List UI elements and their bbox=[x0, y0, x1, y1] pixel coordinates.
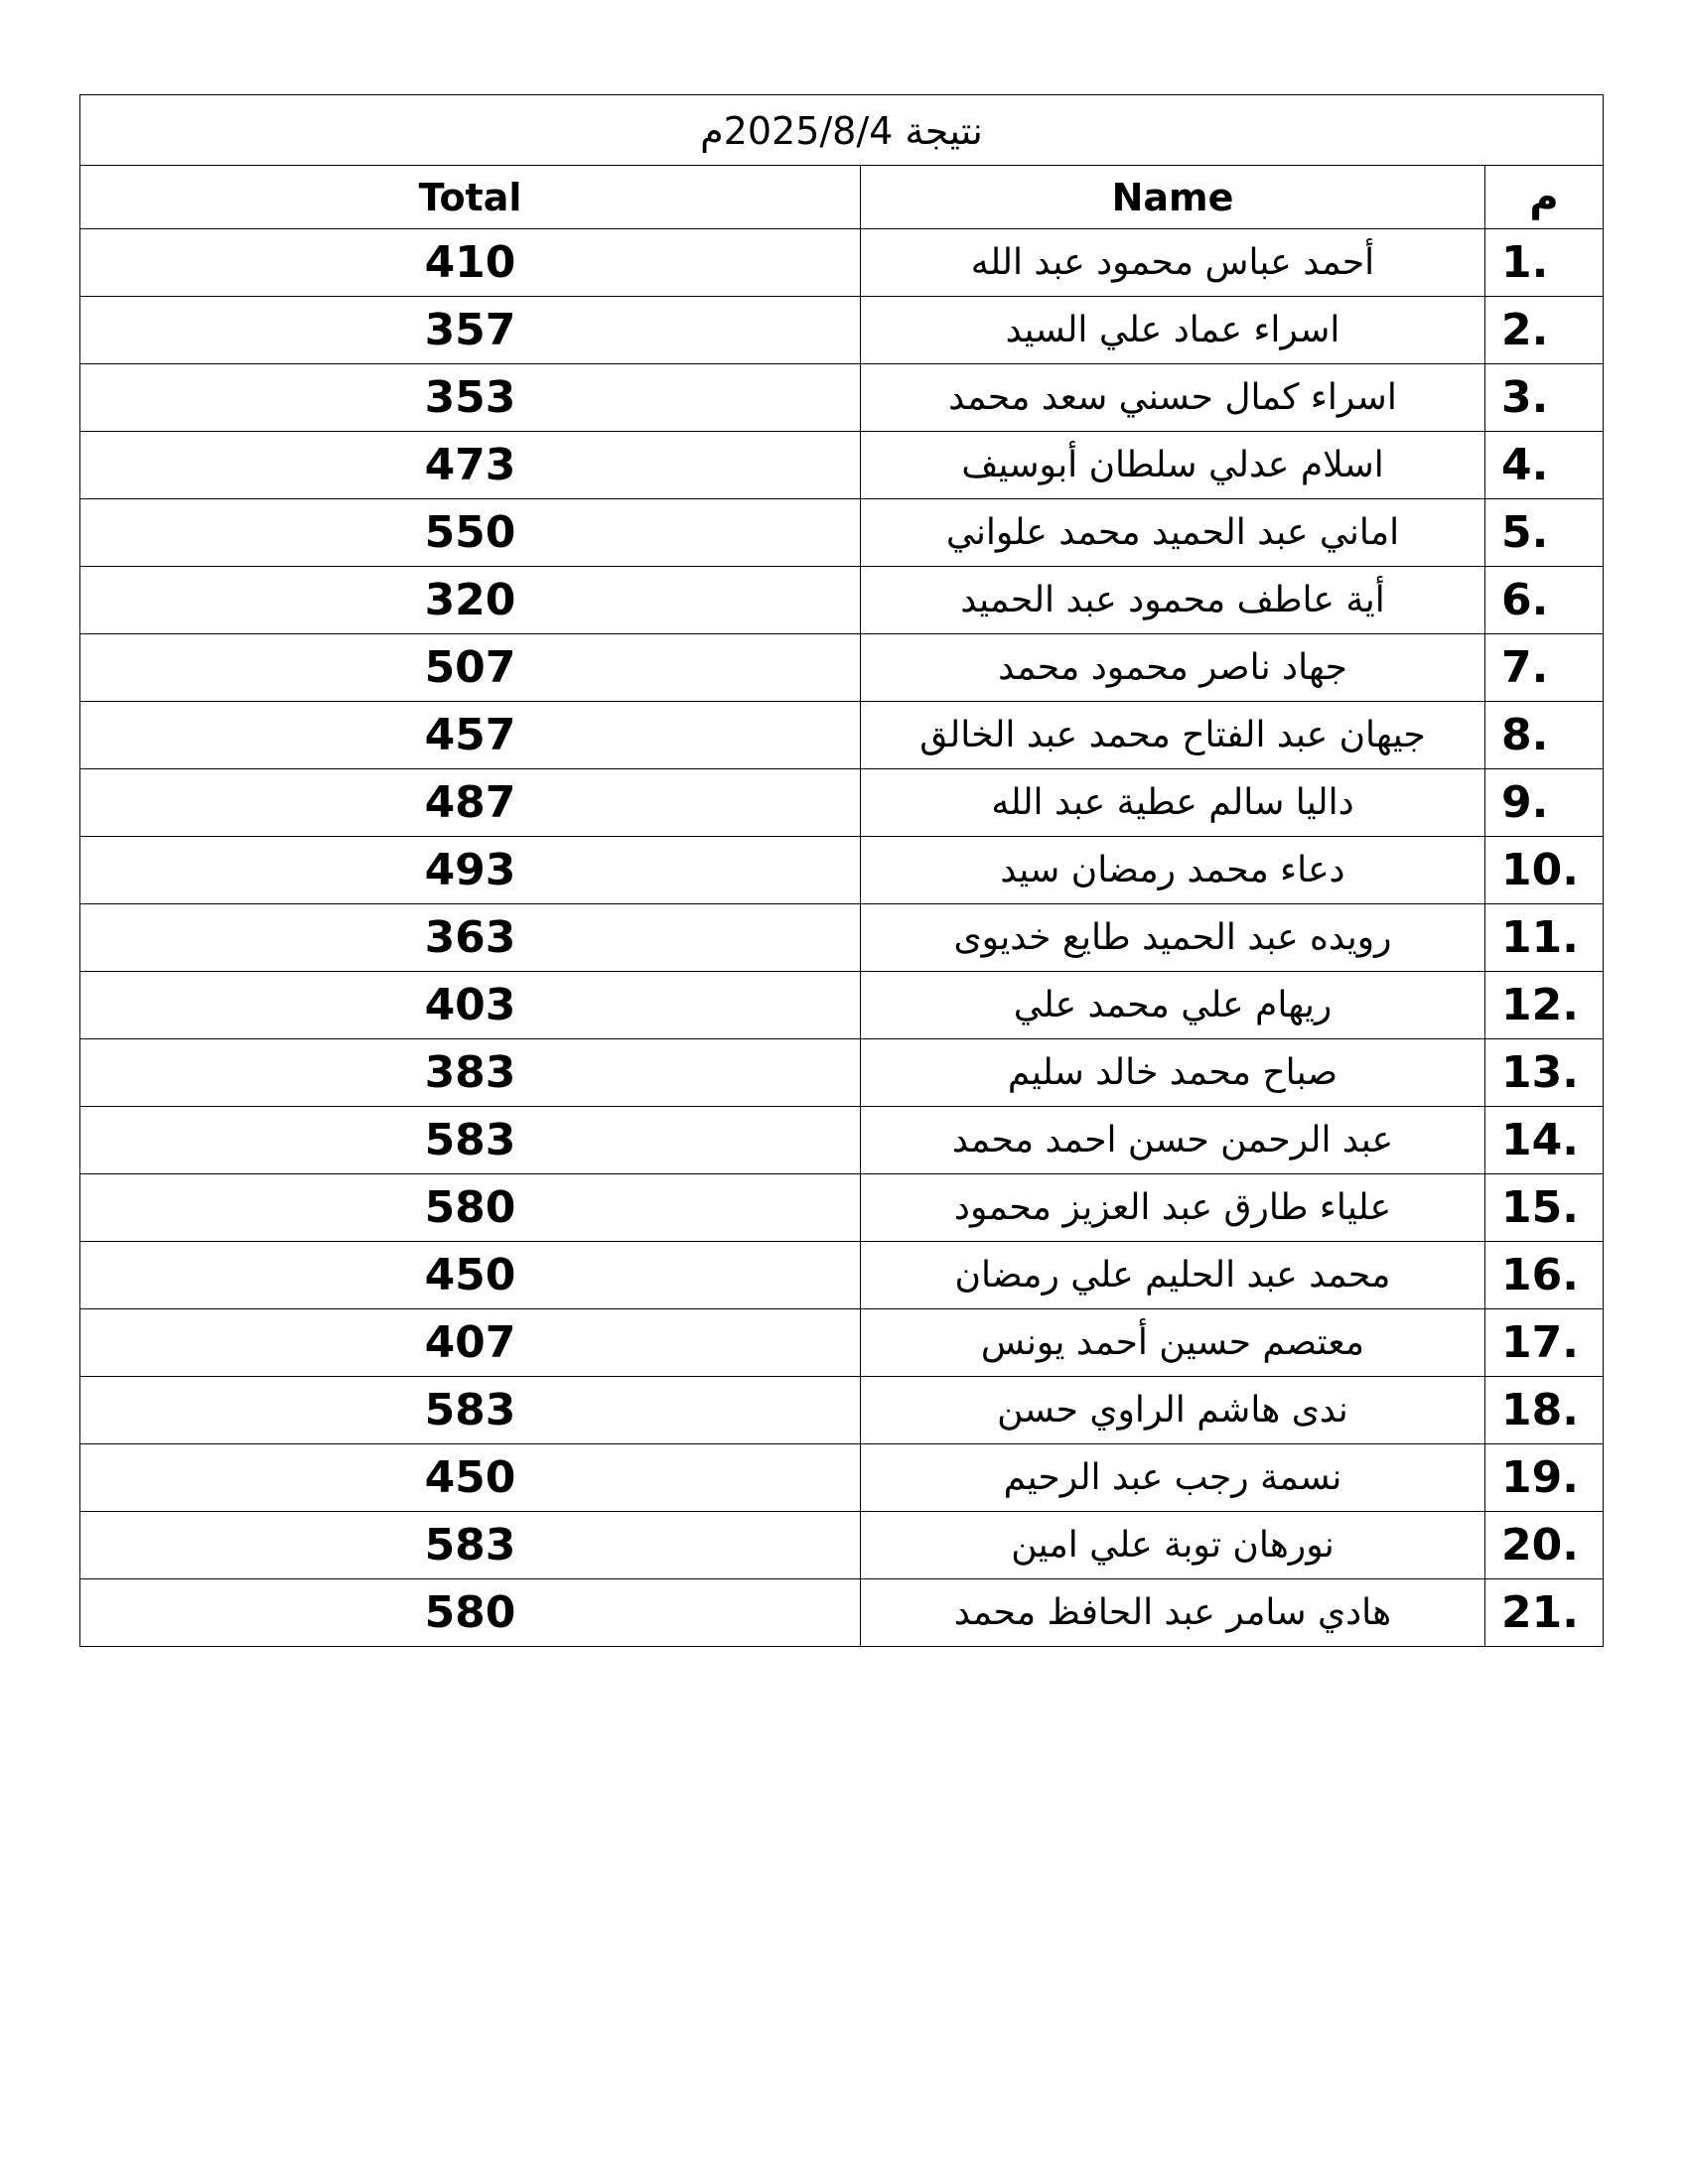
row-total: 357 bbox=[80, 297, 861, 364]
row-number: 7. bbox=[1485, 634, 1604, 702]
row-total: 473 bbox=[80, 432, 861, 499]
table-row bbox=[80, 229, 1604, 297]
row-total: 353 bbox=[80, 364, 861, 432]
row-name: دعاء محمد رمضان سيد bbox=[861, 837, 1485, 904]
row-total: 583 bbox=[80, 1512, 861, 1579]
title-row bbox=[80, 95, 1604, 166]
column-header-number: م bbox=[1485, 166, 1604, 229]
row-name: جيهان عبد الفتاح محمد عبد الخالق bbox=[861, 702, 1485, 769]
row-number: 20. bbox=[1485, 1512, 1604, 1579]
column-header-total: Total bbox=[80, 166, 861, 229]
row-number: 9. bbox=[1485, 769, 1604, 837]
row-total: 583 bbox=[80, 1107, 861, 1174]
row-number: 5. bbox=[1485, 499, 1604, 567]
column-header-name: Name bbox=[861, 166, 1485, 229]
row-name: نسمة رجب عبد الرحيم bbox=[861, 1444, 1485, 1512]
row-number: 15. bbox=[1485, 1174, 1604, 1242]
row-number: 2. bbox=[1485, 297, 1604, 364]
results-table bbox=[79, 94, 1604, 1647]
row-total: 383 bbox=[80, 1039, 861, 1107]
row-number: 13. bbox=[1485, 1039, 1604, 1107]
table-row bbox=[80, 1579, 1604, 1647]
row-number: 3. bbox=[1485, 364, 1604, 432]
table-row bbox=[80, 972, 1604, 1039]
table-row bbox=[80, 1444, 1604, 1512]
row-number: 19. bbox=[1485, 1444, 1604, 1512]
row-name: جهاد ناصر محمود محمد bbox=[861, 634, 1485, 702]
row-total: 403 bbox=[80, 972, 861, 1039]
row-name: اماني عبد الحميد محمد علواني bbox=[861, 499, 1485, 567]
table-row bbox=[80, 499, 1604, 567]
row-total: 487 bbox=[80, 769, 861, 837]
row-number: 21. bbox=[1485, 1579, 1604, 1647]
row-name: أية عاطف محمود عبد الحميد bbox=[861, 567, 1485, 634]
row-total: 583 bbox=[80, 1377, 861, 1444]
row-number: 17. bbox=[1485, 1309, 1604, 1377]
row-number: 16. bbox=[1485, 1242, 1604, 1309]
row-total: 580 bbox=[80, 1579, 861, 1647]
table-row bbox=[80, 702, 1604, 769]
row-number: 4. bbox=[1485, 432, 1604, 499]
row-total: 493 bbox=[80, 837, 861, 904]
row-name: معتصم حسين أحمد يونس bbox=[861, 1309, 1485, 1377]
row-name: محمد عبد الحليم علي رمضان bbox=[861, 1242, 1485, 1309]
row-total: 450 bbox=[80, 1242, 861, 1309]
row-name: نورهان توبة علي امين bbox=[861, 1512, 1485, 1579]
row-number: 1. bbox=[1485, 229, 1604, 297]
row-name: صباح محمد خالد سليم bbox=[861, 1039, 1485, 1107]
row-total: 450 bbox=[80, 1444, 861, 1512]
row-name: داليا سالم عطية عبد الله bbox=[861, 769, 1485, 837]
table-row bbox=[80, 1039, 1604, 1107]
row-total: 507 bbox=[80, 634, 861, 702]
row-total: 457 bbox=[80, 702, 861, 769]
table-row bbox=[80, 432, 1604, 499]
table-row bbox=[80, 769, 1604, 837]
results-title: نتيجة 2025/8/4م bbox=[80, 95, 1604, 166]
table-row bbox=[80, 1512, 1604, 1579]
row-number: 10. bbox=[1485, 837, 1604, 904]
row-name: رويده عبد الحميد طايع خديوى bbox=[861, 904, 1485, 972]
table-row bbox=[80, 1107, 1604, 1174]
table-row bbox=[80, 567, 1604, 634]
header-row bbox=[80, 166, 1604, 229]
row-number: 14. bbox=[1485, 1107, 1604, 1174]
row-number: 8. bbox=[1485, 702, 1604, 769]
row-number: 12. bbox=[1485, 972, 1604, 1039]
row-total: 407 bbox=[80, 1309, 861, 1377]
row-number: 6. bbox=[1485, 567, 1604, 634]
row-total: 320 bbox=[80, 567, 861, 634]
table-row bbox=[80, 634, 1604, 702]
row-name: أحمد عباس محمود عبد الله bbox=[861, 229, 1485, 297]
row-name: عبد الرحمن حسن احمد محمد bbox=[861, 1107, 1485, 1174]
row-name: اسلام عدلي سلطان أبوسيف bbox=[861, 432, 1485, 499]
row-name: ندى هاشم الراوي حسن bbox=[861, 1377, 1485, 1444]
row-total: 363 bbox=[80, 904, 861, 972]
row-name: علياء طارق عبد العزيز محمود bbox=[861, 1174, 1485, 1242]
table-row bbox=[80, 904, 1604, 972]
table-row bbox=[80, 1309, 1604, 1377]
table-row bbox=[80, 837, 1604, 904]
table-row bbox=[80, 364, 1604, 432]
row-total: 550 bbox=[80, 499, 861, 567]
table-row bbox=[80, 1377, 1604, 1444]
table-row bbox=[80, 1242, 1604, 1309]
results-table-body bbox=[80, 95, 1604, 1647]
table-row bbox=[80, 1174, 1604, 1242]
row-number: 11. bbox=[1485, 904, 1604, 972]
row-number: 18. bbox=[1485, 1377, 1604, 1444]
table-row bbox=[80, 297, 1604, 364]
row-total: 410 bbox=[80, 229, 861, 297]
row-name: اسراء كمال حسني سعد محمد bbox=[861, 364, 1485, 432]
row-total: 580 bbox=[80, 1174, 861, 1242]
row-name: ريهام علي محمد علي bbox=[861, 972, 1485, 1039]
row-name: هادي سامر عبد الحافظ محمد bbox=[861, 1579, 1485, 1647]
row-name: اسراء عماد علي السيد bbox=[861, 297, 1485, 364]
